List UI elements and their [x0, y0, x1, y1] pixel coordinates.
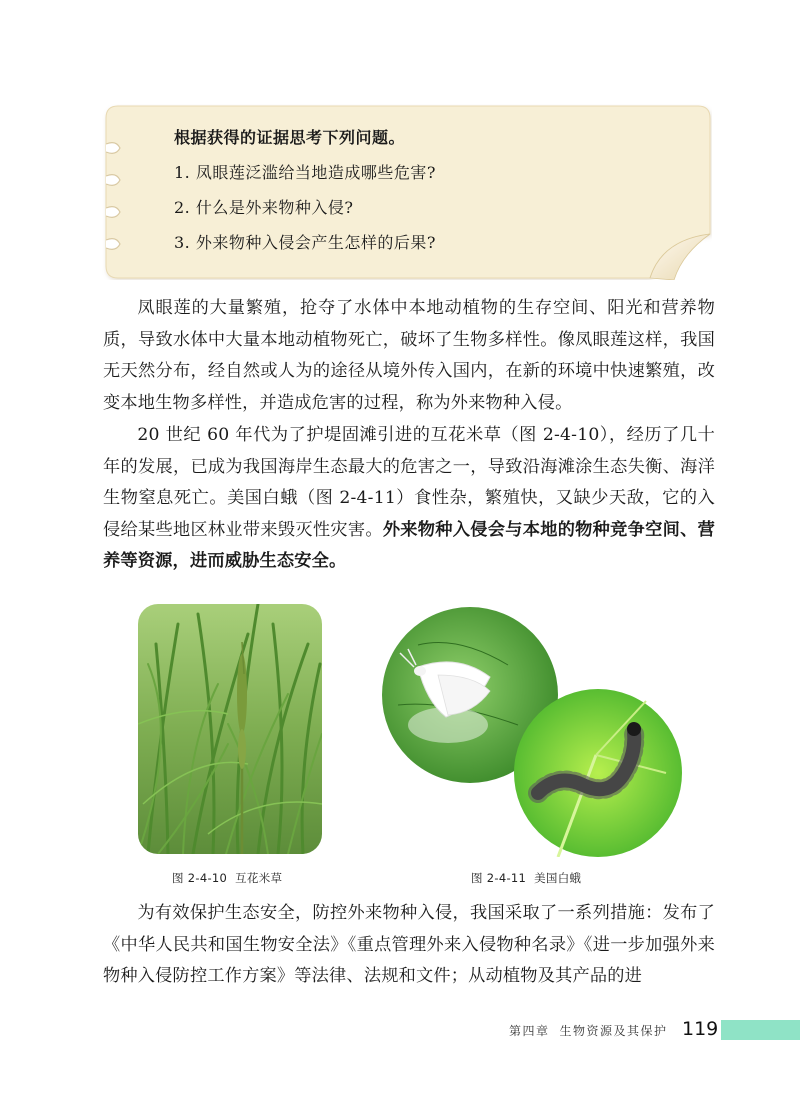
paragraph-examples-bold-conclusion: 外来物种入侵会与本地的物种竞争空间、营养等资源，进而威胁生态安全。: [103, 519, 715, 571]
footer-chapter-label: [509, 1023, 668, 1039]
caption-title: 互花米草: [235, 871, 283, 885]
figure-caption-spartina: [172, 871, 282, 885]
question-item-2: 2. 什么是外来物种入侵?: [174, 198, 354, 217]
footer-chapter-number: 第四章: [509, 1024, 550, 1038]
note-question-list: [174, 128, 694, 268]
white-moth-illustration: [378, 605, 684, 857]
question-item-3: 3. 外来物种入侵会产生怎样的后果?: [174, 233, 436, 252]
footer-accent-bar: [721, 1020, 800, 1040]
figure-caption-white-moth: [471, 871, 581, 885]
figure-white-moth-photo: [378, 605, 684, 857]
caption-number: 图 2-4-11: [471, 871, 527, 885]
footer-chapter-title: 生物资源及其保护: [559, 1024, 668, 1038]
paragraph-invasion-examples: [103, 420, 715, 578]
caption-number: 图 2-4-10: [172, 871, 228, 885]
question-note-card: [102, 104, 712, 280]
paragraph-examples-text: 20 世纪 60 年代为了护堤固滩引进的互花米草（图 2-4-10），经历了几十年的发展，已成为我国海岸生态最大的危害之一，导致沿海滩涂生态失衡、海洋生物窒息死亡。美国白蛾（图 2-4-11）食性杂，繁殖快，又缺少天敌，它的入侵给某些地区林业带来毁灭性灾害。: [103, 425, 715, 540]
figure-spartina-photo: [138, 604, 322, 854]
question-item-1: 1. 凤眼莲泛滥给当地造成哪些危害?: [174, 163, 436, 182]
caption-title: 美国白蛾: [534, 871, 582, 885]
page-number: 119: [682, 1018, 719, 1040]
spartina-illustration: [138, 604, 322, 854]
paragraph-invasion-definition: 凤眼莲的大量繁殖，抢夺了水体中本地动植物的生存空间、阳光和营养物质，导致水体中大量本地动植物死亡，破坏了生物多样性。像凤眼莲这样，我国无天然分布，经自然或人为的途径从境外传入国内，在新的环境中快速繁殖，改变本地生物多样性，并造成危害的过程，称为外来物种入侵。: [103, 298, 715, 413]
paragraph-prevention-measures: 为有效保护生态安全，防控外来物种入侵，我国采取了一系列措施：发布了《中华人民共和国生物安全法》《重点管理外来入侵物种名录》《进一步加强外来物种入侵防控工作方案》等法律、法规和文件；从动植物及其产品的进: [103, 903, 715, 986]
note-heading: 根据获得的证据思考下列问题。: [174, 128, 406, 147]
